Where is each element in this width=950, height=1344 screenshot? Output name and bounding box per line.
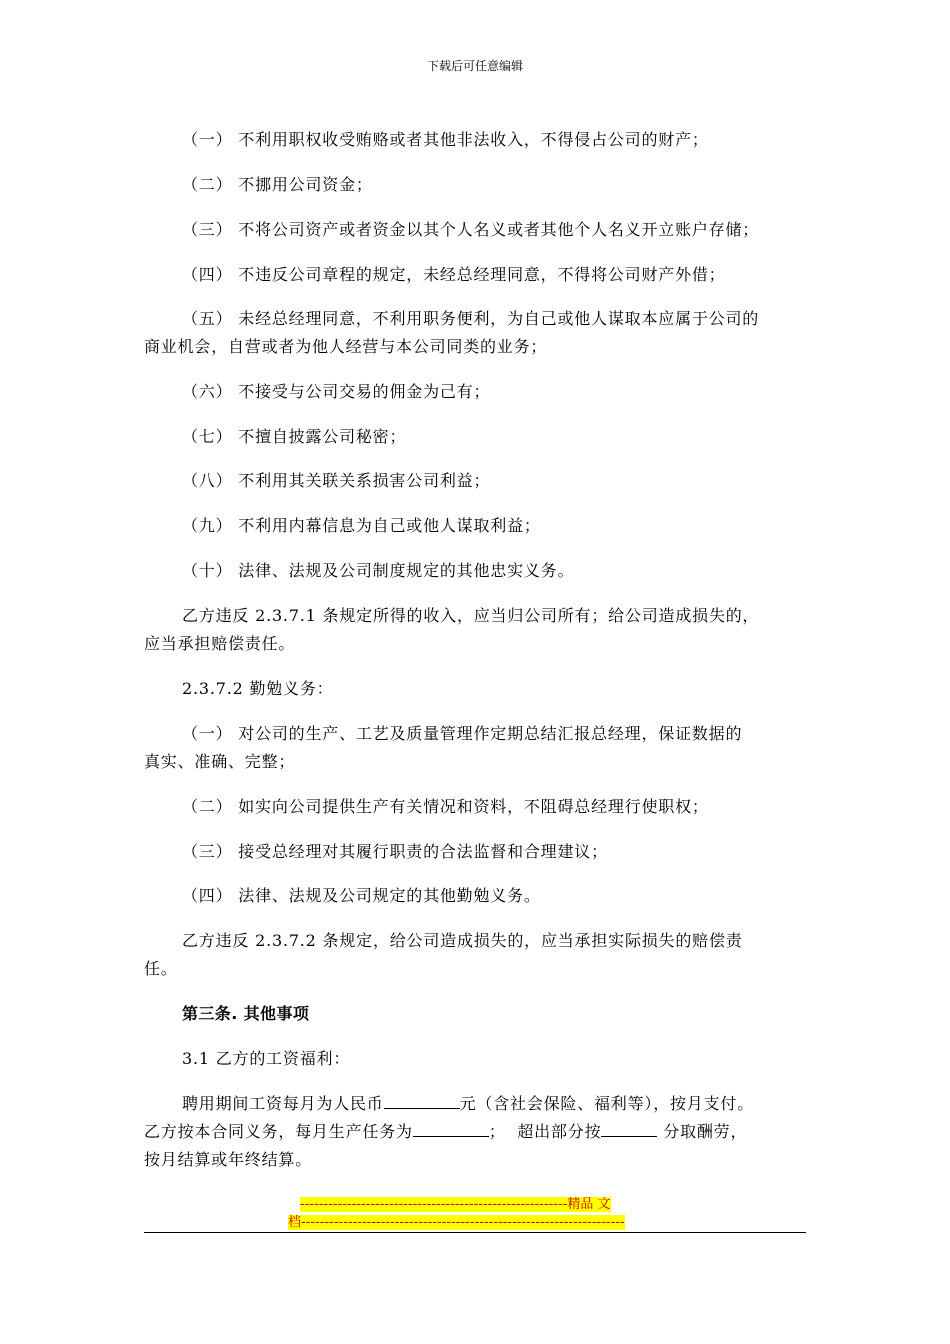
diligence-item-1-line1: （一） 对公司的生产、工艺及质量管理作定期总结汇报总经理，保证数据的 — [182, 724, 743, 743]
duty-item-5-line2: 商业机会，自营或者为他人经营与本公司同类的业务； — [144, 337, 548, 356]
salary-line2 — [144, 1118, 808, 1146]
diligence-heading: 2.3.7.2 勤勉义务： — [182, 679, 334, 698]
duty-item-8: （八） 不利用其关联关系损害公司利益； — [182, 471, 491, 490]
footer-rule — [144, 1232, 806, 1233]
salary-text-c: 乙方按本合同义务，每月生产任务为 — [144, 1122, 413, 1141]
salary-text-b: 元（含社会保险、福利等），按月支付。 — [459, 1094, 755, 1113]
duty-item-10: （十） 法律、法规及公司制度规定的其他忠实义务。 — [182, 561, 575, 580]
diligence-item-4: （四） 法律、法规及公司规定的其他勤勉义务。 — [182, 886, 541, 905]
violation-clause-2-line2: 任。 — [144, 959, 178, 978]
salary-subheading: 3.1 乙方的工资福利： — [182, 1049, 351, 1068]
diligence-item-3: （三） 接受总经理对其履行职责的合法监督和合理建议； — [182, 842, 608, 861]
footer-line-1: ---------------------------------------------------------精品 文 — [300, 1197, 611, 1212]
salary-text-e: 分取酬劳， — [657, 1122, 748, 1141]
duty-item-6: （六） 不接受与公司交易的佣金为己有； — [182, 382, 491, 401]
duty-item-2: （二） 不挪用公司资金； — [182, 175, 373, 194]
salary-amount-blank — [384, 1090, 460, 1109]
duty-item-3: （三） 不将公司资产或者资金以其个人名义或者其他个人名义开立账户存储； — [182, 220, 760, 239]
footer-line-2: 档--------------------------------------------------------------------- — [288, 1215, 625, 1230]
duty-item-4: （四） 不违反公司章程的规定，未经总经理同意，不得将公司财产外借； — [182, 265, 726, 284]
salary-text-d: ； 超出部分按 — [488, 1122, 602, 1141]
violation-clause-1-line2: 应当承担赔偿责任。 — [144, 634, 296, 653]
salary-line1 — [144, 1090, 808, 1118]
duty-item-1: （一） 不利用职权收受贿赂或者其他非法收入，不得侵占公司的财产； — [182, 130, 709, 149]
duty-item-5-line1: （五） 未经总经理同意，不利用职务便利，为自己或他人谋取本应属于公司的 — [182, 309, 760, 328]
duty-item-9: （九） 不利用内幕信息为自己或他人谋取利益； — [182, 516, 541, 535]
excess-rate-blank — [601, 1118, 657, 1137]
salary-text-a: 聘用期间工资每月为人民币 — [182, 1094, 384, 1113]
salary-line3: 按月结算或年终结算。 — [144, 1150, 313, 1169]
violation-clause-1-line1: 乙方违反 2.3.7.1 条规定所得的收入，应当归公司所有；给公司造成损失的， — [182, 606, 760, 625]
duty-item-7: （七） 不擅自披露公司秘密； — [182, 427, 407, 446]
page-header: 下载后可任意编辑 — [426, 59, 523, 73]
footer-watermark — [288, 1196, 662, 1232]
diligence-item-2: （二） 如实向公司提供生产有关情况和资料，不阻碍总经理行使职权； — [182, 797, 709, 816]
section-heading: 第三条. 其他事项 — [182, 1004, 310, 1023]
diligence-item-1-line2: 真实、准确、完整； — [144, 752, 296, 771]
violation-clause-2-line1: 乙方违反 2.3.7.2 条规定，给公司造成损失的，应当承担实际损失的赔偿责 — [182, 931, 743, 950]
task-blank — [413, 1118, 489, 1137]
